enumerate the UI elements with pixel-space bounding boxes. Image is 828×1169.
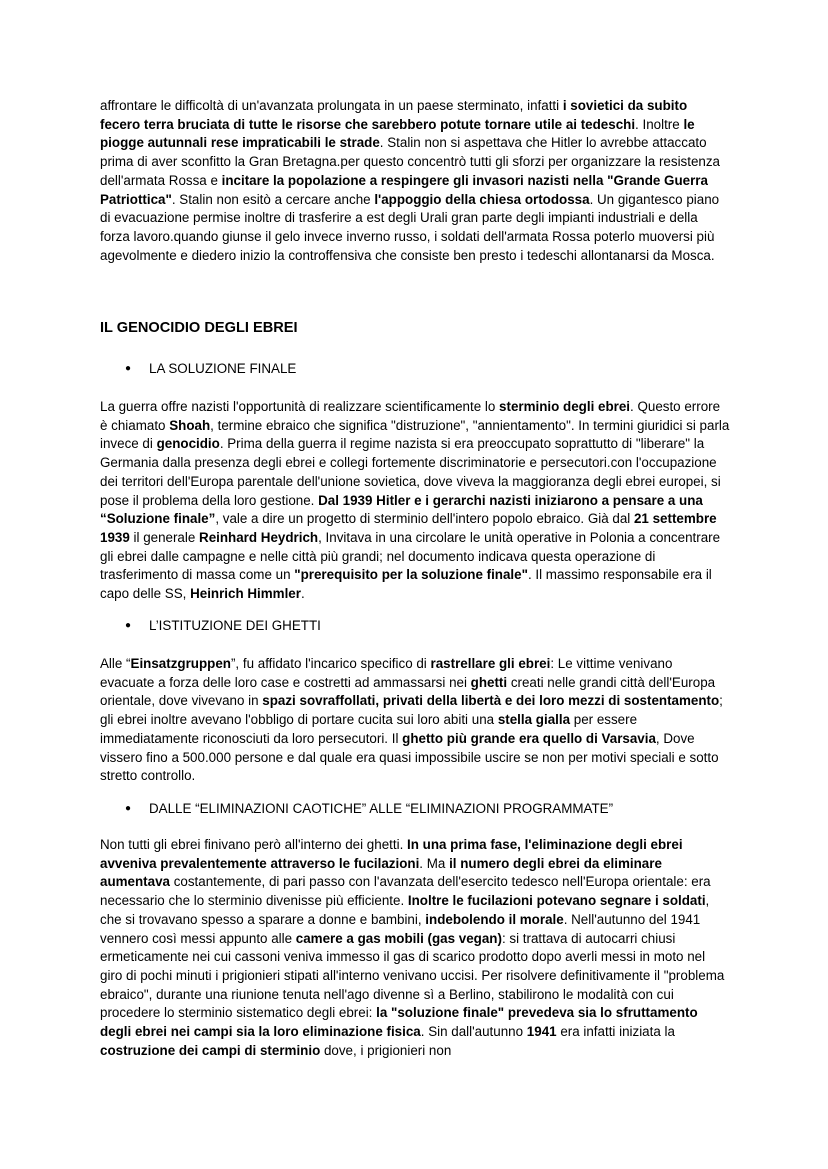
bold-text-run: Einsatzgruppen xyxy=(130,656,231,671)
text-run: : si trattava di autocarri chiusi ermeticamente nei cui cassoni veniva immesso il gas di scarico prodotto dopo averli messi in moto nel giro di pochi minuti i prigionieri stipati all'interno venivano uccisi. Per risolvere definitivamente il "problema ebraico", durante una riunione tenuta nell'ago divenne sì a Berlino, stabilirono le modalità con cui procedere lo sterminio sistematico degli ebrei: xyxy=(100,930,725,1021)
text-run: . Stalin non esitò a cercare anche xyxy=(171,191,375,207)
paragraph-soviet-resistance xyxy=(100,97,730,265)
bold-text-run: incitare la popolazione a respingere gli invasori nazisti nella "Grande Guerra Patriottica" xyxy=(100,172,708,207)
text-run: . Un gigantesco piano di evacuazione permise inoltre di trasferire a est degli Urali gran parte degli impianti industriali e della forza lavoro.quando giunse il gelo invece inverno russo, i soldati dell'armata Rossa poterlo muoversi più agevolmente e diedero inizio la controffensiva che consiste ben presto i tedeschi allontanarsi da Mosca. xyxy=(100,191,720,263)
section-heading: IL GENOCIDIO DEGLI EBREI xyxy=(100,320,298,336)
bold-text-run: stella gialla xyxy=(497,712,571,728)
bold-text-run: Heinrich Himmler xyxy=(190,586,301,602)
bullet-eliminazioni xyxy=(125,800,613,818)
bullet-soluzione-finale xyxy=(125,360,296,378)
bold-text-run: le piogge autunnali rese impraticabili le strade xyxy=(100,116,695,151)
text-run: . Il massimo responsabile era il capo delle SS, xyxy=(100,567,712,602)
text-run: . Ma xyxy=(419,855,450,871)
text-run: . xyxy=(300,586,305,602)
bold-text-run: il numero degli ebrei da eliminare aumentava xyxy=(100,855,662,890)
text-run: . Nell'autunno del 1941 vennero così messi appunto alle xyxy=(100,911,701,946)
bold-text-run: genocidio xyxy=(156,436,220,452)
bullet-dot: ● xyxy=(125,620,132,631)
text-run: . Questo errore è chiamato xyxy=(100,399,721,433)
text-run: creati nelle grandi città dell'Europa orientale, dove vivevano in xyxy=(100,674,716,709)
bullet-label: DALLE “ELIMINAZIONI CAOTICHE” ALLE “ELIMINAZIONI PROGRAMMATE” xyxy=(149,801,614,816)
bold-text-run: ghetti xyxy=(470,674,508,690)
bold-text-run: Inoltre le fucilazioni potevano segnare i soldati xyxy=(407,893,706,909)
bold-text-run: 21 settembre 1939 xyxy=(100,511,717,545)
text-run: . Sin dall'autunno xyxy=(420,1024,527,1040)
text-run: . Prima della guerra il regime nazista si era preoccupato soprattutto di "liberare" la Germania dalla presenza degli ebrei e collegi fortemente discriminatorie e persecutori.con l'occupazione dei territori dell'Europa parentale dell'unione sovietica, dove viveva la maggioranza degli ebrei europei, si pose il problema della loro gestione. xyxy=(100,436,721,508)
text-run: il generale xyxy=(129,529,200,545)
text-run: ; gli ebrei inoltre avevano l'obbligo di portare cucita sui loro abiti una xyxy=(100,693,723,728)
paragraph-eliminazioni xyxy=(100,836,730,1060)
text-run: : Le vittime venivano evacuate a forza delle loro case e costretti ad ammassarsi nei xyxy=(100,656,673,690)
bullet-dot: ● xyxy=(125,803,132,814)
text-run: , Dove vissero fino a 500.000 persone e dal quale era quasi impossibile uscire se non per motivi speciali e sotto stretto controllo. xyxy=(100,730,719,784)
bold-text-run: camere a gas mobili (gas vegan) xyxy=(295,930,502,946)
bold-text-run: sterminio degli ebrei xyxy=(499,399,631,414)
bold-text-run: indebolendo il morale xyxy=(425,911,564,927)
text-run: , che si trovavano spesso a sparare a donne e bambini, xyxy=(100,893,710,927)
bullet-label: L’ISTITUZIONE DEI GHETTI xyxy=(149,618,321,633)
bold-text-run: l'appoggio della chiesa ortodossa xyxy=(374,191,590,207)
bold-text-run: In una prima fase, l'eliminazione degli ebrei avveniva prevalentemente attraverso le fucilazioni xyxy=(100,837,683,871)
bullet-label: LA SOLUZIONE FINALE xyxy=(149,361,297,376)
text-run: costantemente, di pari passo con l'avanzata dell'esercito tedesco nell'Europa orientale: era necessario che lo sterminio divenisse più efficiente. xyxy=(100,874,711,909)
bold-text-run: Reinhard Heydrich xyxy=(199,529,319,545)
paragraph-soluzione-finale xyxy=(100,398,730,604)
bold-text-run: i sovietici da subito fecero terra bruciata di tutte le risorse che sarebbero potute tornare utile ai tedeschi xyxy=(100,98,688,132)
text-run: dove, i prigionieri non xyxy=(320,1042,452,1058)
bullet-ghetti xyxy=(125,617,321,635)
text-run: La guerra offre nazisti l'opportunità di realizzare scientificamente lo xyxy=(100,399,500,414)
bullet-dot: ● xyxy=(125,363,132,374)
bold-text-run: "prerequisito per la soluzione finale" xyxy=(294,567,528,583)
bold-text-run: costruzione dei campi di sterminio xyxy=(100,1042,321,1058)
text-run: per essere immediatamente riconosciuti da loro persecutori. Il xyxy=(100,712,638,746)
bold-text-run: Shoah xyxy=(169,417,211,433)
paragraph-ghetti xyxy=(100,655,730,786)
text-run: Non tutti gli ebrei finivano però all'interno dei ghetti. xyxy=(100,837,408,852)
text-run: era infatti iniziata la xyxy=(556,1024,675,1040)
text-run: , Invitava in una circolare le unità operative in Polonia a concentrare gli ebrei dalle campagne e nelle città più grandi; nel documento indicava questa operazione di trasferimento di massa come un xyxy=(100,529,721,583)
text-run: . Stalin non si aspettava che Hitler lo avrebbe attaccato prima di aver sconfitto la Gran Bretagna.per questo concentrò tutti gli sforzi per organizzare la resistenza dell'armata Rossa e xyxy=(100,135,720,188)
bold-text-run: la "soluzione finale" prevedeva sia lo sfruttamento degli ebrei nei campi sia la loro eliminazione fisica xyxy=(100,1005,698,1040)
bold-text-run: rastrellare gli ebrei xyxy=(430,656,551,671)
bold-text-run: ghetto più grande era quello di Varsavia xyxy=(402,730,656,746)
bold-text-run: Dal 1939 Hitler e i gerarchi nazisti iniziarono a pensare a una “Soluzione finale” xyxy=(100,492,703,527)
bold-text-run: spazi sovraffollati, privati della libertà e dei loro mezzi di sostentamento xyxy=(262,693,720,709)
bold-text-run: 1941 xyxy=(526,1024,557,1040)
text-run: Alle “ xyxy=(100,656,131,671)
text-run: ”, fu affidato l'incarico specifico di xyxy=(230,656,431,671)
text-run: . Inoltre xyxy=(635,116,684,132)
text-run: affrontare le difficoltà di un'avanzata prolungata in un paese sterminato, infatti xyxy=(100,98,563,113)
text-run: , termine ebraico che significa "distruzione", "annientamento". In termini giuridici si parla invece di xyxy=(100,417,730,452)
text-run: , vale a dire un progetto di sterminio dell'intero popolo ebraico. Già dal xyxy=(215,511,634,527)
